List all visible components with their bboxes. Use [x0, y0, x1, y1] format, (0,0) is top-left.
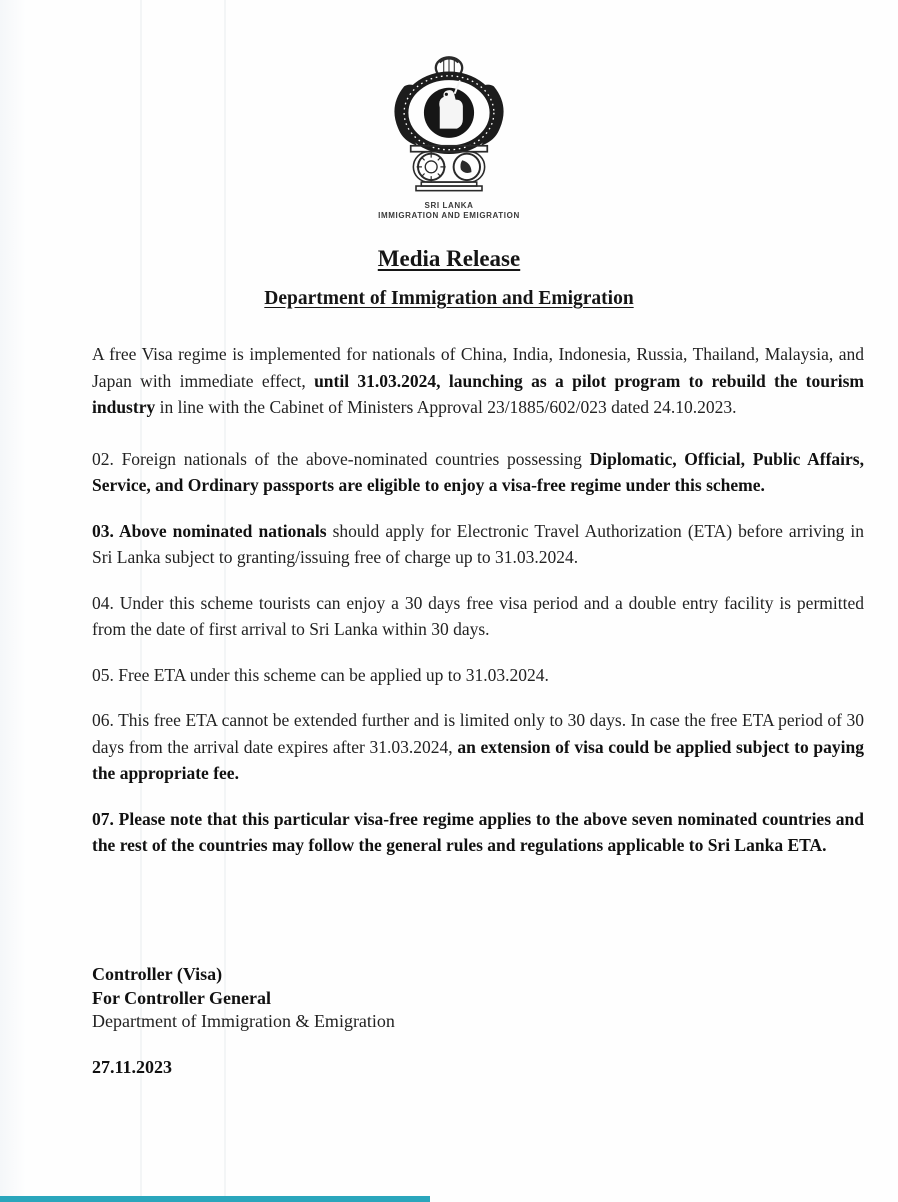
paragraph: 04. Under this scheme tourists can enjoy a 30 days free visa period and a double entry facility is permitted from the date of first arrival to Sri Lanka within 30 days. — [92, 592, 864, 639]
signature-authority: For Controller General — [92, 987, 271, 1008]
paragraph: 07. Please note that this particular visa-free regime applies to the above seven nominated countries and the rest of the countries may follow the general rules and regulations applicable to Sri Lanka ETA. — [92, 808, 864, 855]
document-title: Media Release — [377, 246, 521, 271]
scan-footer-strip — [0, 1196, 430, 1202]
scan-edge-shade — [0, 0, 26, 1202]
logo-caption-country: SRI LANKA — [424, 201, 474, 210]
paragraph: 02. Foreign nationals of the above-nominated countries possessing Diplomatic, Official, Public Affairs, Service, and Ordinary passports are eligible to enjoy a visa-free regime under this scheme. — [92, 448, 864, 495]
signature-block — [92, 963, 395, 1079]
logo-caption-department: IMMIGRATION AND EMIGRATION — [378, 211, 520, 220]
signature-role: Controller (Visa) — [92, 964, 223, 984]
sri-lanka-emblem-icon — [383, 52, 515, 194]
signature-date: 27.11.2023 — [92, 1056, 173, 1077]
paragraph: 06. This free ETA cannot be extended further and is limited only to 30 days. In case the free ETA period of 30 days from the arrival date expires after 31.03.2024, an extension of visa could be applied subject to paying the appropriate fee. — [92, 710, 864, 783]
department-logo — [319, 52, 579, 221]
paragraph: A free Visa regime is implemented for nationals of China, India, Indonesia, Russia, Thailand, Malaysia, and Japan with immediate effect, until 31.03.2024, launching as a pilot program to rebuild the tourism industry in line with the Cabinet of Ministers Approval 23/1885/602/023 dated 24.10.2023. — [92, 344, 865, 417]
paragraph: 03. Above nominated nationals should apply for Electronic Travel Authorization (ETA) before arriving in Sri Lanka subject to granting/issuing free of charge up to 31.03.2024. — [92, 520, 864, 567]
signature-department: Department of Immigration & Emigration — [92, 1011, 395, 1031]
paragraph: 05. Free ETA under this scheme can be applied up to 31.03.2024. — [92, 664, 549, 685]
document-body — [92, 341, 864, 878]
document-subtitle: Department of Immigration and Emigration — [264, 288, 634, 309]
